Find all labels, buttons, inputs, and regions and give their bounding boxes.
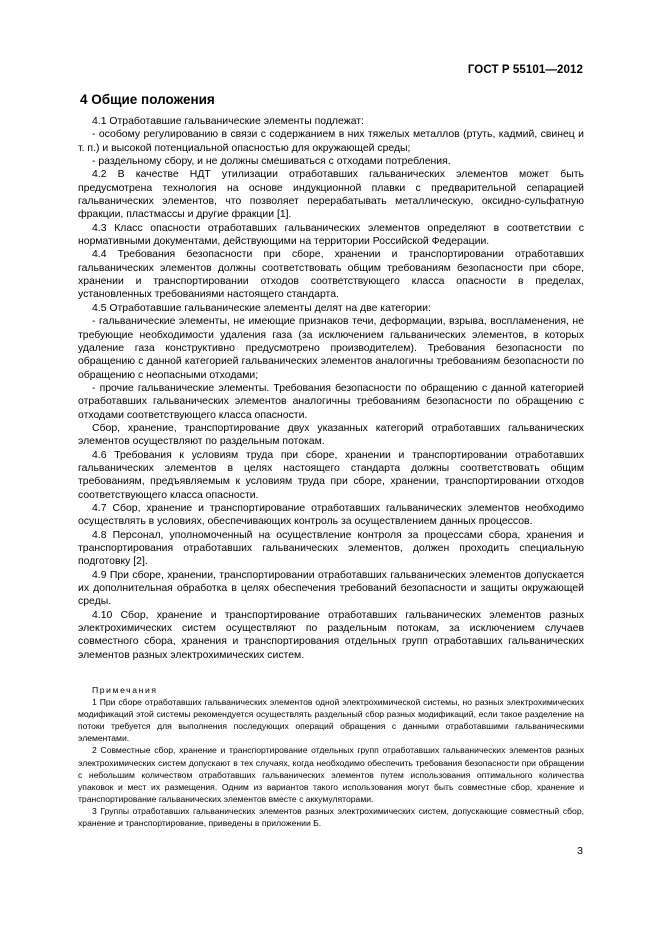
notes-title: Примечания [92, 685, 158, 695]
paragraph: 4.1 Отработавшие гальванические элементы подлежат: [92, 116, 364, 127]
paragraph: 4.2 В качестве НДТ утилизации отработавших гальванических элементов может быть предусмотрена технология на основе индукционной плавки с предварительной сепарацией гальванических элементов, что позволяет перерабатывать металлическую, оксидно-сульфатную фракции, пластмассы и другие фракции [1]. [78, 169, 584, 221]
paragraph: 4.5 Отработавшие гальванические элементы делят на две категории: [92, 302, 431, 314]
note-item: 2 Совместные сбор, хранение и транспортирование отдельных групп отработавших гальванических элементов разных электрохимических систем допускают в тех случаях, когда необходимо обеспечить требования безопасности при обращении с небольшим количеством отработавших гальванических элементов путем использования оптимального количества упаковок и мест их размещения. Одним из вариантов такого использования могут быть совместные сбор, хранение и транспортирование гальванических элементов вместе с аккумуляторами. [78, 745, 584, 804]
note-item: 1 При сборе отработавших гальванических элементов одной электрохимической системы, но разных электрохимических модификаций этой системы рекомендуется осуществлять раздельный сбор разных модификаций, если такое разделение на потоки требуется для выполнения последующих операций обращения с данными отработавшими гальваническими элементами. [78, 697, 584, 744]
paragraph: 4.10 Сбор, хранение и транспортирование отработавших гальванических элементов разных электрохимических систем осуществляют по раздельным потокам, за исключением случаев совместного сбора, хранения и транспортирования отдельных групп отработавших гальванических элементов разных электрохимических систем. [78, 609, 584, 661]
list-item: - особому регулированию в связи с содержанием в них тяжелых металлов (ртуть, кадмий, свинец и т. п.) и высокой потенциальной опасностью для окружающей среды; [78, 129, 584, 154]
list-item: - гальванические элементы, не имеющие признаков течи, деформации, взрыва, воспламенения, не требующие необходимости удаления газа (за исключением гальванических элементов, в которых удаление газа конструктивно предусмотрено производителем). Требования безопасности по обращению с данной категорией гальванических элементов аналогичны требованиям безопасности по обращению с неопасными отходами; [78, 316, 584, 381]
paragraph: 4.3 Класс опасности отработавших гальванических элементов определяют в соответствии с нормативными документами, действующими на территории Российской Федерации. [78, 222, 584, 248]
paragraph: Сбор, хранение, транспортирование двух указанных категорий отработавших гальванических элементов осуществляют по раздельным потокам. [78, 422, 584, 448]
notes-block [78, 684, 584, 829]
section-heading: 4 Общие положения [80, 92, 215, 107]
paragraph: 4.9 При сборе, хранении, транспортировании отработавших гальванических элементов допускается их дополнительная обработка в целях обеспечения требований безопасности и защиты окружающей среды. [78, 569, 584, 608]
list-item: - раздельному сбору, и не должны смешиваться с отходами потребления. [92, 156, 451, 168]
page-number: 3 [577, 845, 583, 857]
paragraph: 4.4 Требования безопасности при сборе, хранении и транспортировании отработавших гальванических элементов должны соответствовать общим требованиям безопасности при сборе, хранении и транспортировании отходов соответствующего класса опасности в пределах, установленных требованиями настоящего стандарта. [78, 249, 584, 301]
section-body [78, 115, 584, 662]
document-code: ГОСТ Р 55101—2012 [467, 64, 583, 76]
paragraph: 4.6 Требования к условиям труда при сборе, хранении и транспортировании отработавших гальванических элементов в целях настоящего стандарта должны соответствовать общим требованиям, предъявляемым к условиям труда при сборе, хранении, транспортировании отходов соответствующего класса опасности. [78, 449, 584, 501]
note-item: 3 Группы отработавших гальванических элементов разных электрохимических систем, допускающие совместный сбор, хранение и транспортирование, приведены в приложении Б. [78, 805, 584, 829]
paragraph: 4.8 Персонал, уполномоченный на осуществление контроля за процессами сбора, хранения и транспортирования отработавших гальванических элементов, должен проходить специальную подготовку [2]. [78, 529, 584, 568]
list-item: - прочие гальванические элементы. Требования безопасности по обращению с данной категорией отработавших гальванических элементов аналогичны требованиям безопасности по обращению с отходами соответствующего класса опасности. [78, 382, 584, 421]
paragraph: 4.7 Сбор, хранение и транспортирование отработавших гальванических элементов необходимо осуществлять в условиях, обеспечивающих контроль за осуществлением данных процессов. [78, 502, 584, 528]
